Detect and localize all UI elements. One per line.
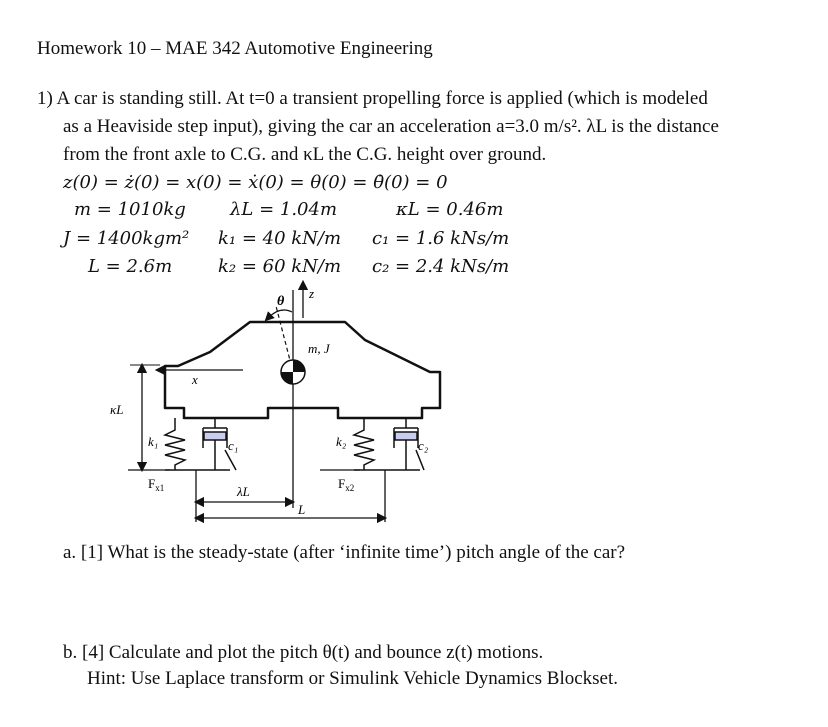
mass-label: m, J — [308, 341, 330, 356]
param-inertia: J = 1400kgm² — [63, 228, 190, 249]
problem-line-1: 1) A car is standing still. At t=0 a transient propelling force is applied (which is modeled — [37, 88, 708, 109]
lambda-l-label: λL — [237, 484, 250, 499]
rear-suspension — [354, 418, 424, 470]
front-suspension — [165, 418, 239, 470]
initial-conditions: z(0) = ż(0) = x(0) = ẋ(0) = θ(0) = θ̇(0) = 0 — [63, 172, 448, 193]
fx1-label: $F_{x1}$ — [148, 476, 165, 493]
question-a: a. [1] What is the steady-state (after ‘infinite time’) pitch angle of the car? — [63, 542, 626, 563]
param-length: L = 2.6m — [88, 256, 173, 277]
param-kappa-l: κL = 0.46m — [396, 199, 504, 220]
c1-label: c₁ — [228, 438, 239, 453]
param-k2: k₂ = 60 kN/m — [218, 256, 342, 277]
l-label: L — [298, 502, 306, 517]
pitch-arc — [268, 310, 292, 318]
param-c2: c₂ = 2.4 kNs/m — [372, 256, 510, 277]
kappa-l-label: κL — [110, 402, 124, 417]
hint-text: Hint: Use Laplace transform or Simulink Vehicle Dynamics Blockset. — [87, 668, 619, 689]
k2-label: k₂ — [336, 434, 347, 449]
fx2-label: $F_{x2}$ — [338, 476, 355, 493]
param-c1: c₁ = 1.6 kNs/m — [372, 228, 510, 249]
c2-label: c₂ — [418, 438, 429, 453]
x-label: x — [192, 372, 198, 387]
k1-label: k₁ — [148, 434, 159, 449]
theta-label: θ — [277, 294, 285, 309]
param-k1: k₁ = 40 kN/m — [218, 228, 342, 249]
param-lambda-l: λL = 1.04m — [230, 199, 338, 220]
question-b: b. [4] Calculate and plot the pitch θ(t) and bounce z(t) motions. — [63, 642, 544, 663]
page-title: Homework 10 – MAE 342 Automotive Engineering — [37, 38, 433, 59]
problem-line-2: as a Heaviside step input), giving the car an acceleration a=3.0 m/s². λL is the distance — [63, 116, 719, 137]
param-mass: m = 1010kg — [74, 199, 186, 220]
cg-symbol — [281, 360, 305, 384]
z-label: z — [309, 286, 315, 301]
problem-line-3: from the front axle to C.G. and κL the C.G. height over ground. — [63, 144, 547, 165]
